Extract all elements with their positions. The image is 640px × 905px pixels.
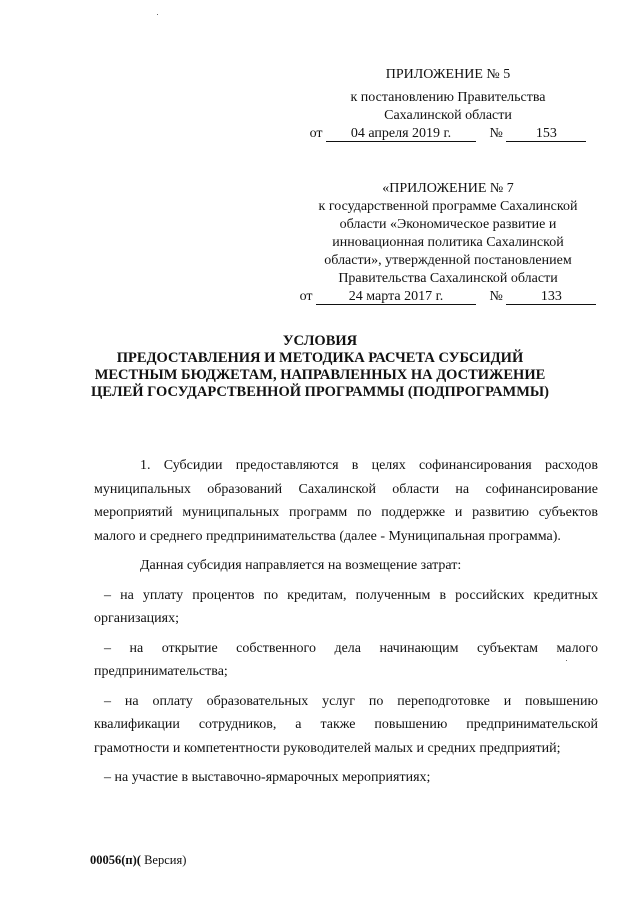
number-label: № [489, 126, 503, 141]
footer-code [90, 851, 186, 869]
appendix-7-date: 24 марта 2017 г. [316, 290, 476, 305]
title-line-2: ПРЕДОСТАВЛЕНИЯ И МЕТОДИКА РАСЧЕТА СУБСИДИЙ [116, 350, 524, 366]
paragraph-1: 1. Субсидии предоставляются в целях софинансирования расходов муниципальных образований Сахалинской области на софинансирование мероприятий муниципальных программ по поддержке и развитию субъектов малого и среднего предпринимательства (далее - Муниципальная программа). [94, 458, 598, 544]
title-line-1: УСЛОВИЯ [282, 333, 358, 349]
appendix-5-number: 153 [506, 127, 586, 142]
from-label: от [309, 126, 323, 141]
appendix-5-date: 04 апреля 2019 г. [326, 127, 476, 142]
paragraph-2: Данная субсидия направляется на возмещение затрат: [140, 558, 462, 573]
title-line-4: ЦЕЛЕЙ ГОСУДАРСТВЕННОЙ ПРОГРАММЫ (ПОДПРОГРАММЫ) [91, 384, 549, 400]
list-item: – на оплату образовательных услуг по переподготовке и повышению квалификации сотрудников, а также повышению предпринимательской грамотности и компетентности руководителей малых и средних предприятий; [94, 693, 598, 756]
appendix-7-line-4: области», утвержденной постановлением [324, 253, 572, 268]
document-body [94, 454, 598, 790]
appendix-7-line-3: инновационная политика Сахалинской [332, 235, 564, 250]
appendix-7-line-2: области «Экономическое развитие и [339, 217, 557, 232]
appendix-5-line-2: Сахалинской области [384, 108, 512, 123]
list-item: – на уплату процентов по кредитам, полученным в российских кредитных организациях; [94, 587, 598, 626]
document-title [64, 333, 576, 401]
appendix-5-block [288, 66, 608, 143]
scan-speck [157, 14, 158, 15]
appendix-7-date-line [288, 288, 608, 306]
appendix-7-line-5: Правительства Сахалинской области [338, 271, 558, 286]
list-item: – на открытие собственного дела начинающим субъектам малого предпринимательства; [94, 640, 598, 679]
appendix-5-line-1: к постановлению Правительства [350, 90, 546, 105]
appendix-5-title: ПРИЛОЖЕНИЕ № 5 [385, 67, 511, 82]
appendix-7-line-1: к государственной программе Сахалинской [318, 199, 578, 214]
appendix-5-date-line [288, 125, 608, 143]
appendix-7-number: 133 [506, 290, 596, 305]
list-item: – на участие в выставочно-ярмарочных мероприятиях; [104, 770, 431, 785]
footer-code-number: 00056(п)( [90, 853, 141, 867]
footer-version: Версия) [140, 853, 187, 867]
title-line-3: МЕСТНЫМ БЮДЖЕТАМ, НАПРАВЛЕННЫХ НА ДОСТИЖЕНИЕ [94, 367, 546, 383]
appendix-7-block [288, 180, 608, 306]
from-label: от [299, 289, 313, 304]
number-label: № [489, 289, 503, 304]
appendix-7-title: «ПРИЛОЖЕНИЕ № 7 [382, 181, 514, 196]
